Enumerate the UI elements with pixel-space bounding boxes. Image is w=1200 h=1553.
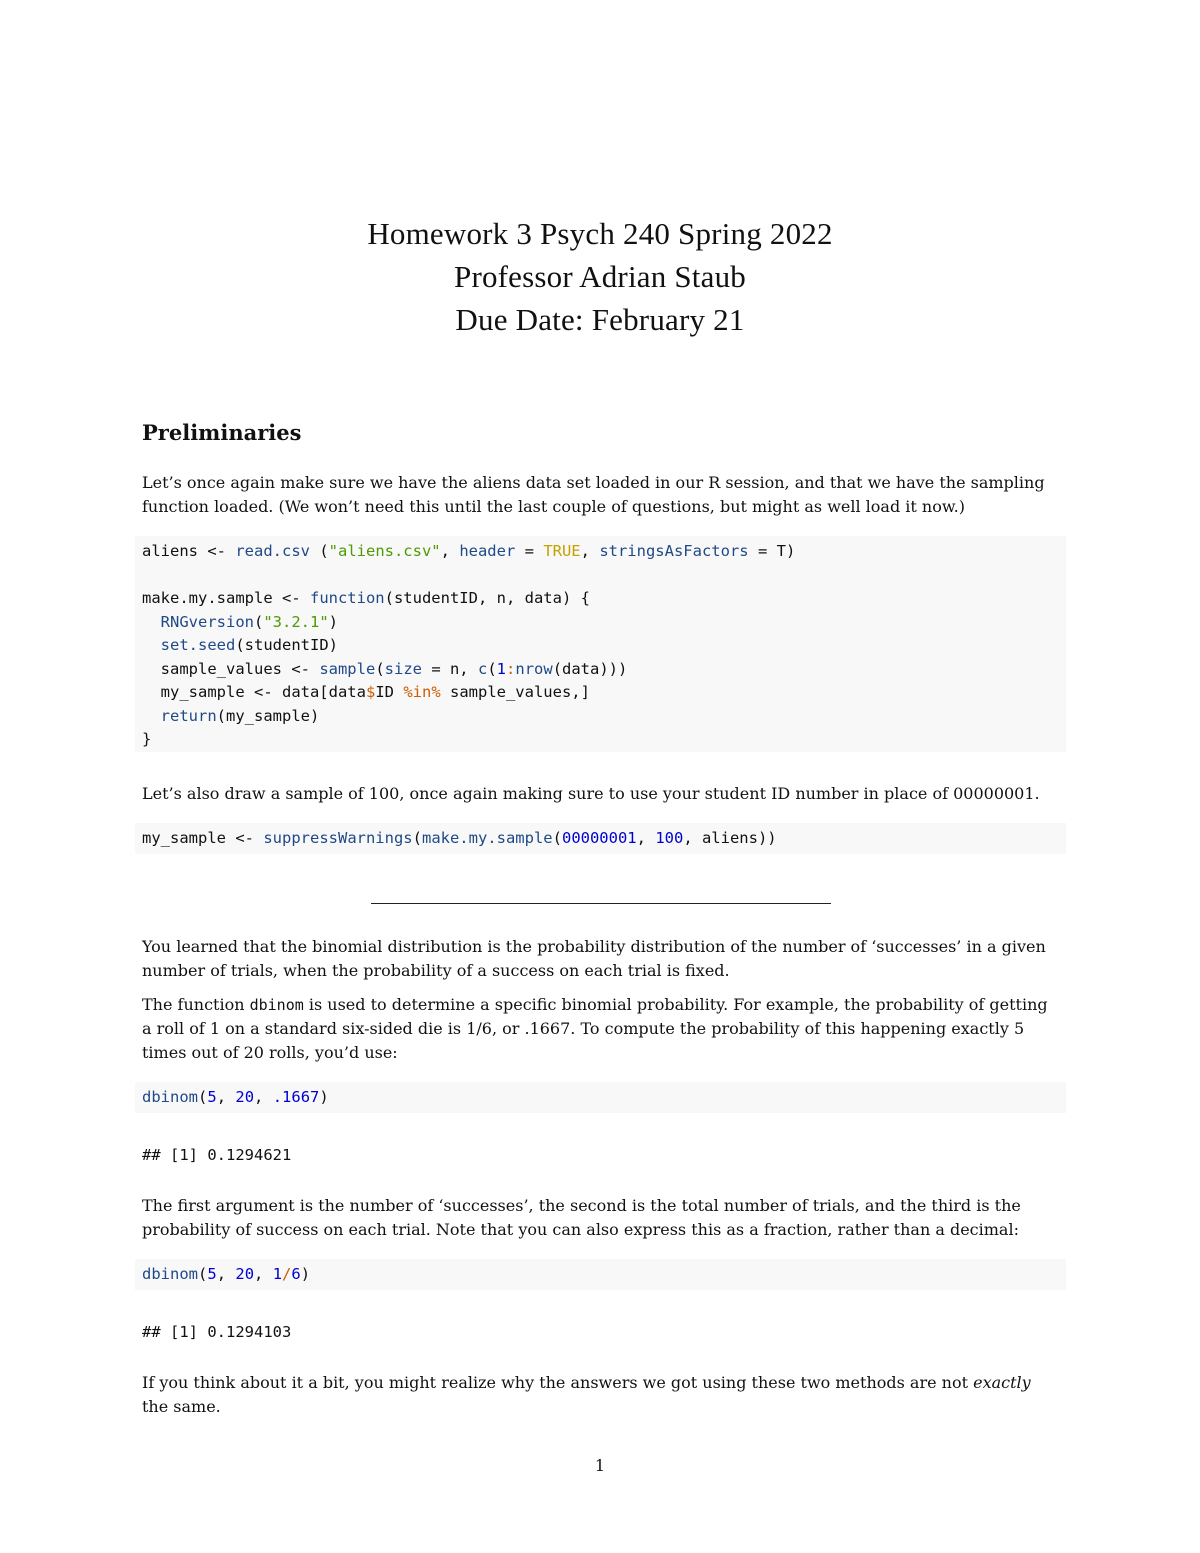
output-dbinom-fraction: ## [1] 0.1294103 [142,1323,292,1341]
document-title [0,212,1200,341]
code-block-load-data: aliens <- read.csv ("aliens.csv", header = TRUE, stringsAsFactors = T) make.my.sample <- function(studentID, n, data) { RNGversion("3.2.1") set.seed(studentID) sample_values <- sample(size = n, c(1:nrow(data))) my_sample <- data[data$ID %in% sample_values,] return(my_sample) } [135,536,1066,752]
output-dbinom-decimal: ## [1] 0.1294621 [142,1146,292,1164]
draw-sample-paragraph: Let’s also draw a sample of 100, once again making sure to use your student ID number in place of 00000001. [142,784,1040,803]
section-heading-preliminaries: Preliminaries [142,420,302,445]
title-line-due-date: Due Date: February 21 [455,302,745,337]
preliminaries-intro-paragraph: Let’s once again make sure we have the aliens data set loaded in our R session, and that we have the sampling function loaded. (We won’t need this until the last couple of questions, but might as well load it now.) [142,473,1045,516]
emphasis-exactly: exactly [973,1373,1031,1392]
code-block-dbinom-decimal: dbinom(5, 20, .1667) [135,1082,1066,1113]
closing-paragraph: If you think about it a bit, you might realize why the answers we got using these two methods are not exactly the same. [142,1373,1031,1416]
code-block-dbinom-fraction: dbinom(5, 20, 1/6) [135,1259,1066,1290]
section-divider [371,903,831,904]
dbinom-description-paragraph: The function dbinom is used to determine a specific binomial probability. For example, the probability of getting a roll of 1 on a standard six-sided die is 1/6, or .1667. To compute the probability of this happening exactly 5 times out of 20 rolls, you’d use: [142,995,1048,1062]
code-block-draw-sample: my_sample <- suppressWarnings(make.my.sample(00000001, 100, aliens)) [135,823,1066,854]
title-line-professor: Professor Adrian Staub [454,259,746,294]
inline-code-dbinom: dbinom [249,996,304,1014]
arguments-explanation-paragraph: The first argument is the number of ‘successes’, the second is the total number of trials, and the third is the probability of success on each trial. Note that you can also express this as a fraction, rather than a decimal: [142,1196,1021,1239]
page-number: 1 [594,1456,606,1475]
binomial-intro-paragraph: You learned that the binomial distribution is the probability distribution of the number of ‘successes’ in a given number of trials, when the probability of a success on each trial is fixed. [142,937,1046,980]
title-line-course: Homework 3 Psych 240 Spring 2022 [367,216,833,251]
